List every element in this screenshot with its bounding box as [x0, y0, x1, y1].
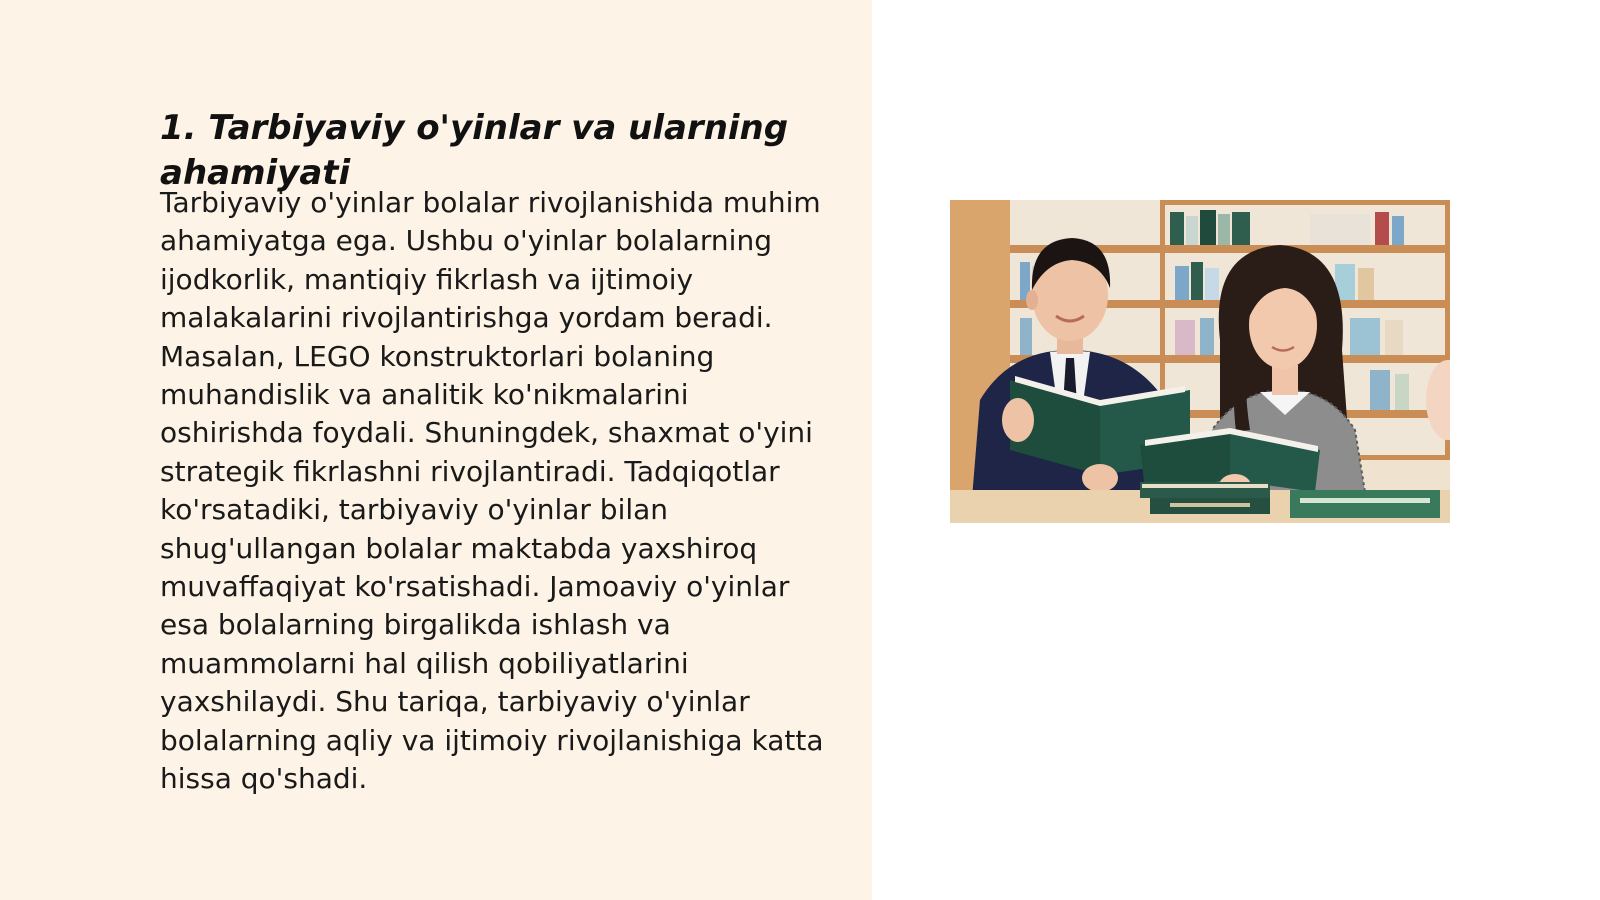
slide-body-text: Tarbiyaviy o'yinlar bolalar rivojlanishida muhim ahamiyatga ega. Ushbu o'yinlar bolalarning ijodkorlik, mantiqiy fikrlash va ijtimoiy malakalarini rivojlantirishga yordam beradi. Masalan, LEGO konstruktorlari bolaning muhandislik va analitik ko'nikmalarini oshirishda foydali. Shuningdek, shaxmat o'yini strategik fikrlashni rivojlantiradi. Tadqiqotlar ko'rsatadiki, tarbiyaviy o'yinlar bilan shug'ullangan bolalar maktabda yaxshiroq muvaffaqiyat ko'rsatishadi. Jamoaviy o'yinlar esa bolalarning birgalikda ishlash va muammolarni hal qilish qobiliyatlarini yaxshilaydi. Shu tariqa, tarbiyaviy o'yinlar bolalarning aqliy va ijtimoiy rivojlanishiga katta hissa qo'shadi. [160, 186, 824, 796]
slide-title: 1. Tarbiyaviy o'yinlar va ularning ahamiyati [160, 108, 789, 193]
students-reading-books-photo [950, 200, 1450, 523]
